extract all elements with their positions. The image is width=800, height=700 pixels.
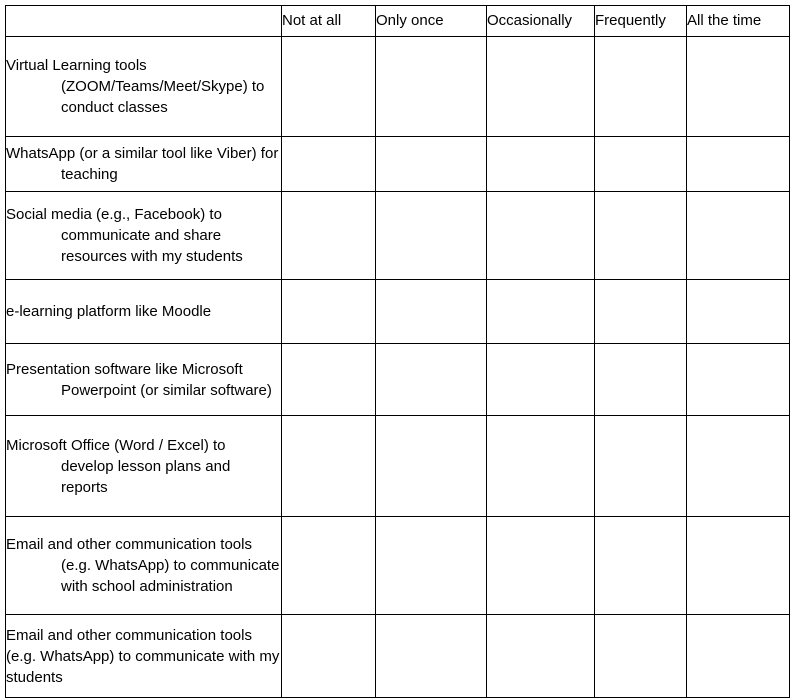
response-cell-occasionally[interactable] <box>487 192 595 280</box>
response-cell-not-at-all[interactable] <box>282 137 376 192</box>
response-cell-all-the-time[interactable] <box>687 137 790 192</box>
response-cell-occasionally[interactable] <box>487 280 595 344</box>
table-row <box>6 37 790 137</box>
response-cell-all-the-time[interactable] <box>687 344 790 416</box>
response-cell-occasionally[interactable] <box>487 615 595 698</box>
response-cell-only-once[interactable] <box>376 517 487 615</box>
response-cell-only-once[interactable] <box>376 344 487 416</box>
response-cell-not-at-all[interactable] <box>282 37 376 137</box>
response-cell-only-once[interactable] <box>376 192 487 280</box>
response-cell-frequently[interactable] <box>595 344 687 416</box>
response-cell-all-the-time[interactable] <box>687 280 790 344</box>
column-header-occasionally: Occasionally <box>487 6 595 37</box>
item-label-text: Email and other communication tools (e.g. WhatsApp) to communicate with school administration <box>6 536 280 595</box>
response-cell-only-once[interactable] <box>376 280 487 344</box>
table-row <box>6 416 790 517</box>
response-cell-frequently[interactable] <box>595 517 687 615</box>
item-label-text: Social media (e.g., Facebook) to communicate and share resources with my students <box>6 206 243 265</box>
response-cell-occasionally[interactable] <box>487 37 595 137</box>
item-label-cell <box>6 615 282 698</box>
column-header-frequently: Frequently <box>595 6 687 37</box>
item-label-cell <box>6 344 282 416</box>
item-label-text: Presentation software like Microsoft Powerpoint (or similar software) <box>6 360 272 399</box>
response-cell-all-the-time[interactable] <box>687 192 790 280</box>
response-cell-not-at-all[interactable] <box>282 280 376 344</box>
table-row <box>6 280 790 344</box>
table-row <box>6 137 790 192</box>
column-header-only-once: Only once <box>376 6 487 37</box>
item-label-text: Microsoft Office (Word / Excel) to develop lesson plans and reports <box>6 436 231 496</box>
response-cell-not-at-all[interactable] <box>282 344 376 416</box>
item-label-text: e-learning platform like Moodle <box>6 303 212 320</box>
survey-matrix-table <box>5 5 790 698</box>
column-header-all-the-time: All the time <box>687 6 790 37</box>
item-label-cell <box>6 280 282 344</box>
column-header-not-at-all: Not at all <box>282 6 376 37</box>
table-row <box>6 615 790 698</box>
response-cell-all-the-time[interactable] <box>687 37 790 137</box>
table-header-row <box>6 6 790 37</box>
table-row <box>6 517 790 615</box>
response-cell-all-the-time[interactable] <box>687 615 790 698</box>
response-cell-not-at-all[interactable] <box>282 192 376 280</box>
response-cell-occasionally[interactable] <box>487 344 595 416</box>
response-cell-all-the-time[interactable] <box>687 416 790 517</box>
response-cell-only-once[interactable] <box>376 416 487 517</box>
table-row <box>6 192 790 280</box>
table-row <box>6 344 790 416</box>
response-cell-frequently[interactable] <box>595 615 687 698</box>
response-cell-frequently[interactable] <box>595 192 687 280</box>
response-cell-frequently[interactable] <box>595 137 687 192</box>
response-cell-only-once[interactable] <box>376 137 487 192</box>
response-cell-occasionally[interactable] <box>487 416 595 517</box>
item-label-text: WhatsApp (or a similar tool like Viber) for teaching <box>6 145 279 183</box>
item-label-text: Email and other communication tools (e.g. WhatsApp) to communicate with my students <box>6 626 280 686</box>
item-label-cell <box>6 37 282 137</box>
response-cell-occasionally[interactable] <box>487 517 595 615</box>
response-cell-occasionally[interactable] <box>487 137 595 192</box>
response-cell-all-the-time[interactable] <box>687 517 790 615</box>
response-cell-not-at-all[interactable] <box>282 416 376 517</box>
table-body <box>6 37 790 698</box>
item-label-cell <box>6 416 282 517</box>
response-cell-frequently[interactable] <box>595 280 687 344</box>
response-cell-not-at-all[interactable] <box>282 517 376 615</box>
column-header-item <box>6 6 282 37</box>
item-label-cell <box>6 137 282 192</box>
response-cell-frequently[interactable] <box>595 416 687 517</box>
response-cell-only-once[interactable] <box>376 615 487 698</box>
item-label-text: Virtual Learning tools (ZOOM/Teams/Meet/Skype) to conduct classes <box>6 57 265 116</box>
item-label-cell <box>6 517 282 615</box>
item-label-cell <box>6 192 282 280</box>
response-cell-not-at-all[interactable] <box>282 615 376 698</box>
response-cell-only-once[interactable] <box>376 37 487 137</box>
response-cell-frequently[interactable] <box>595 37 687 137</box>
